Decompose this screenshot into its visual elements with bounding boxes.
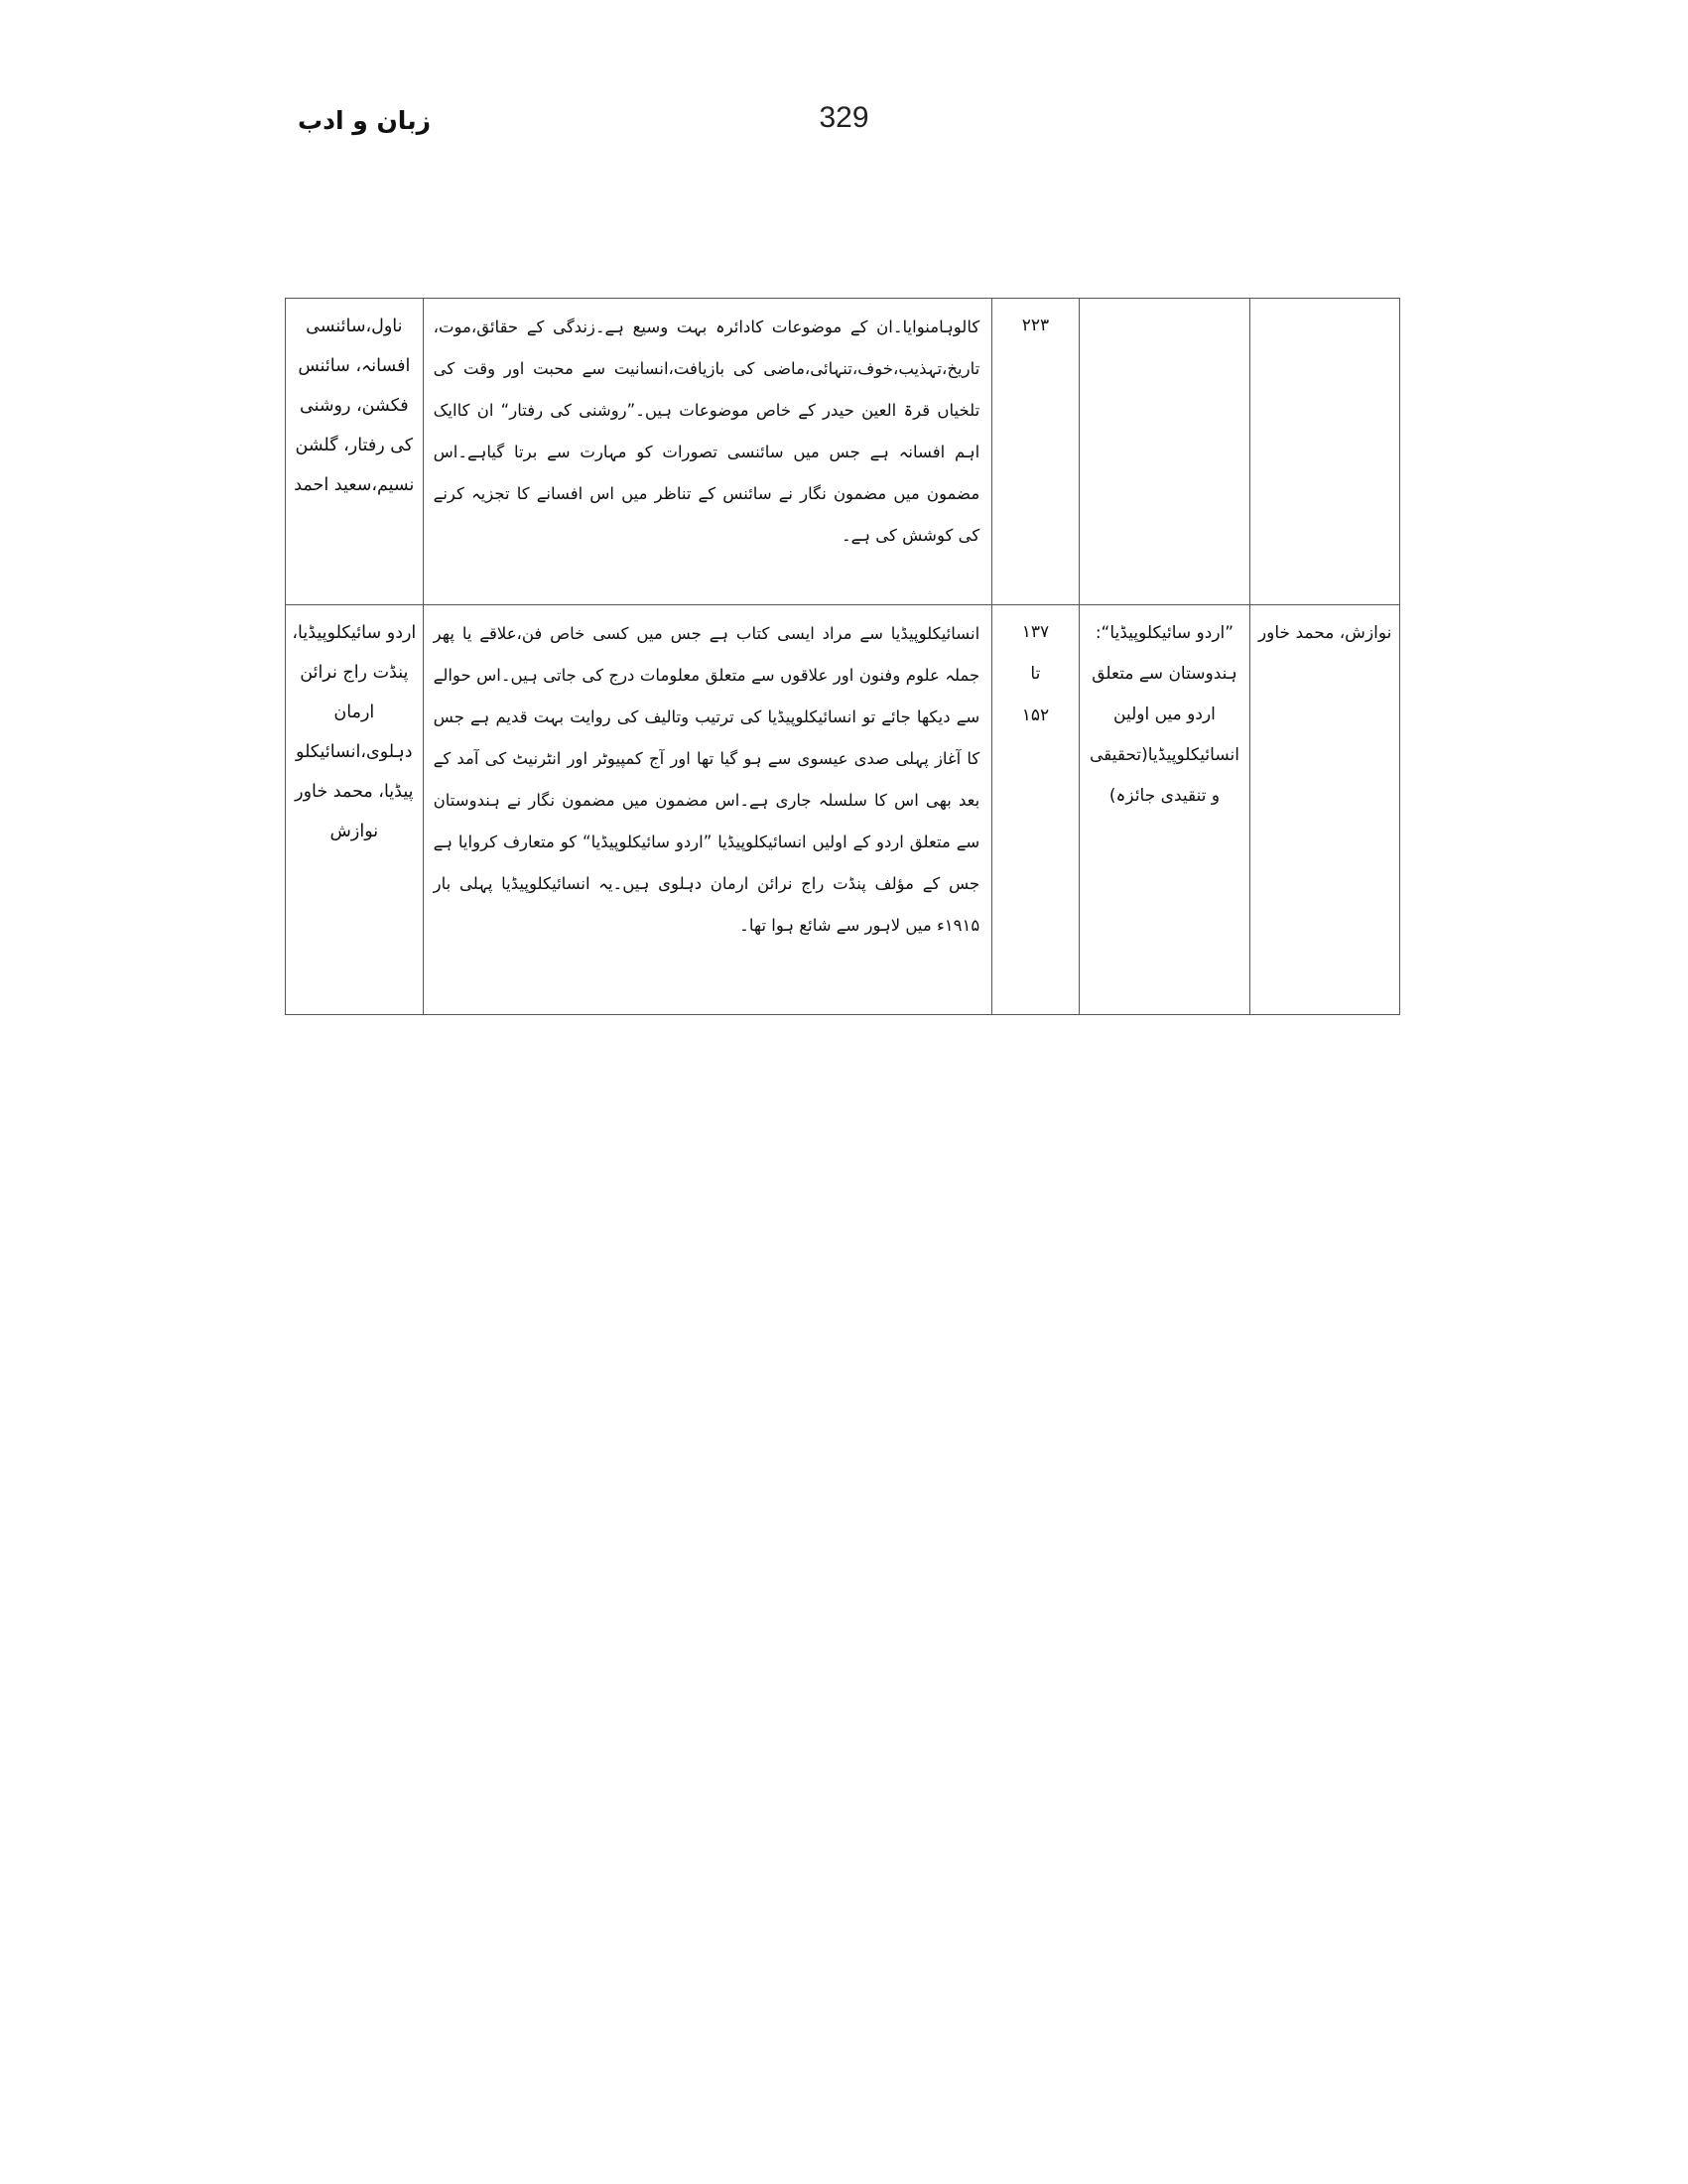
table-row: [286, 605, 1400, 1015]
author-name: [1250, 299, 1399, 315]
keywords-cell: [286, 605, 424, 1015]
article-title: ”اردو سائیکلوپیڈیا“: ہندوستان سے متعلق اردو میں اولین انسائیکلوپیڈیا(تحقیقی و تنقیدی جائزہ): [1089, 623, 1239, 806]
page-number: 329: [819, 101, 869, 134]
summary-cell: [423, 605, 992, 1015]
page-start: ۱۳۷: [1021, 622, 1050, 642]
page-start: ۲۲۳: [1021, 316, 1050, 335]
table-row: [286, 299, 1400, 605]
page-range: [992, 605, 1078, 742]
summary-cell: [423, 299, 992, 605]
bibliography-table: [285, 298, 1400, 1015]
page-range: [992, 299, 1078, 352]
keywords-text: ناول،سائنسی افسانہ، سائنس فکشن، روشنی کی رفتار، گلشن نسیم،سعید احمد: [294, 317, 415, 495]
author-cell: [1250, 299, 1400, 605]
summary-text: کالوہامنوایا۔ان کے موضوعات کادائرہ بہت وسیع ہے۔زندگی کے حقائق،موت، تاریخ،تہذیب،خوف،تنہائی،ماضی کی بازیافت،انسانیت سے محبت اور وقت کی تلخیاں قرۃ العین حیدر کے خاص موضوعات ہیں۔”روشنی کی رفتار“ ان کاایک اہم افسانہ ہے جس میں سائنسی تصورات کو مہارت سے برتا گیاہے۔اس مضمون میں مضمون نگار نے سائنس کے تناظر میں اس افسانے کا تجزیہ کرنے کی کوشش کی ہے۔: [433, 318, 980, 545]
article-title: [1080, 299, 1250, 315]
pages-cell: [992, 605, 1079, 1015]
summary-text: انسائیکلوپیڈیا سے مراد ایسی کتاب ہے جس میں کسی خاص فن،علاقے یا پھر جملہ علوم وفنون اور علاقوں سے متعلق معلومات درج کی جاتی ہیں۔اس حوالے سے دیکھا جائے تو انسائیکلوپیڈیا کی ترتیب وتالیف کی روایت بہت قدیم ہے جس کا آغاز پہلی صدی عیسوی سے ہو گیا تھا اور آج کمپیوٹر اور انٹرنیٹ کی آمد کے بعد بھی اس کا سلسلہ جاری ہے۔اس مضمون میں مضمون نگار نے ہندوستان سے متعلق اردو کے اولیں انسائیکلوپیڈیا ”اردو سائیکلوپیڈیا“ کو متعارف کروایا ہے جس کے مؤلف پنڈت راج نرائن ارمان دہلوی ہیں۔یہ انسائیکلوپیڈیا پہلی بار ۱۹۱۵ء میں لاہور سے شائع ہوا تھا۔: [433, 624, 980, 935]
article-title-cell: [1079, 299, 1250, 605]
page-end: ۱۵۲: [1021, 706, 1050, 725]
pages-cell: [992, 299, 1079, 605]
article-title-cell: [1079, 605, 1250, 1015]
page-separator: تا: [1030, 664, 1041, 684]
author-name: نوازش، محمد خاور: [1257, 623, 1392, 643]
journal-title: زبان و ادب: [298, 106, 431, 135]
keywords-cell: [286, 299, 424, 605]
author-cell: [1250, 605, 1400, 1015]
keywords-text: اردو سائیکلوپیڈیا، پنڈت راج نرائن ارمان دہلوی،انسائیکلو پیڈیا، محمد خاور نوازش: [292, 623, 417, 841]
